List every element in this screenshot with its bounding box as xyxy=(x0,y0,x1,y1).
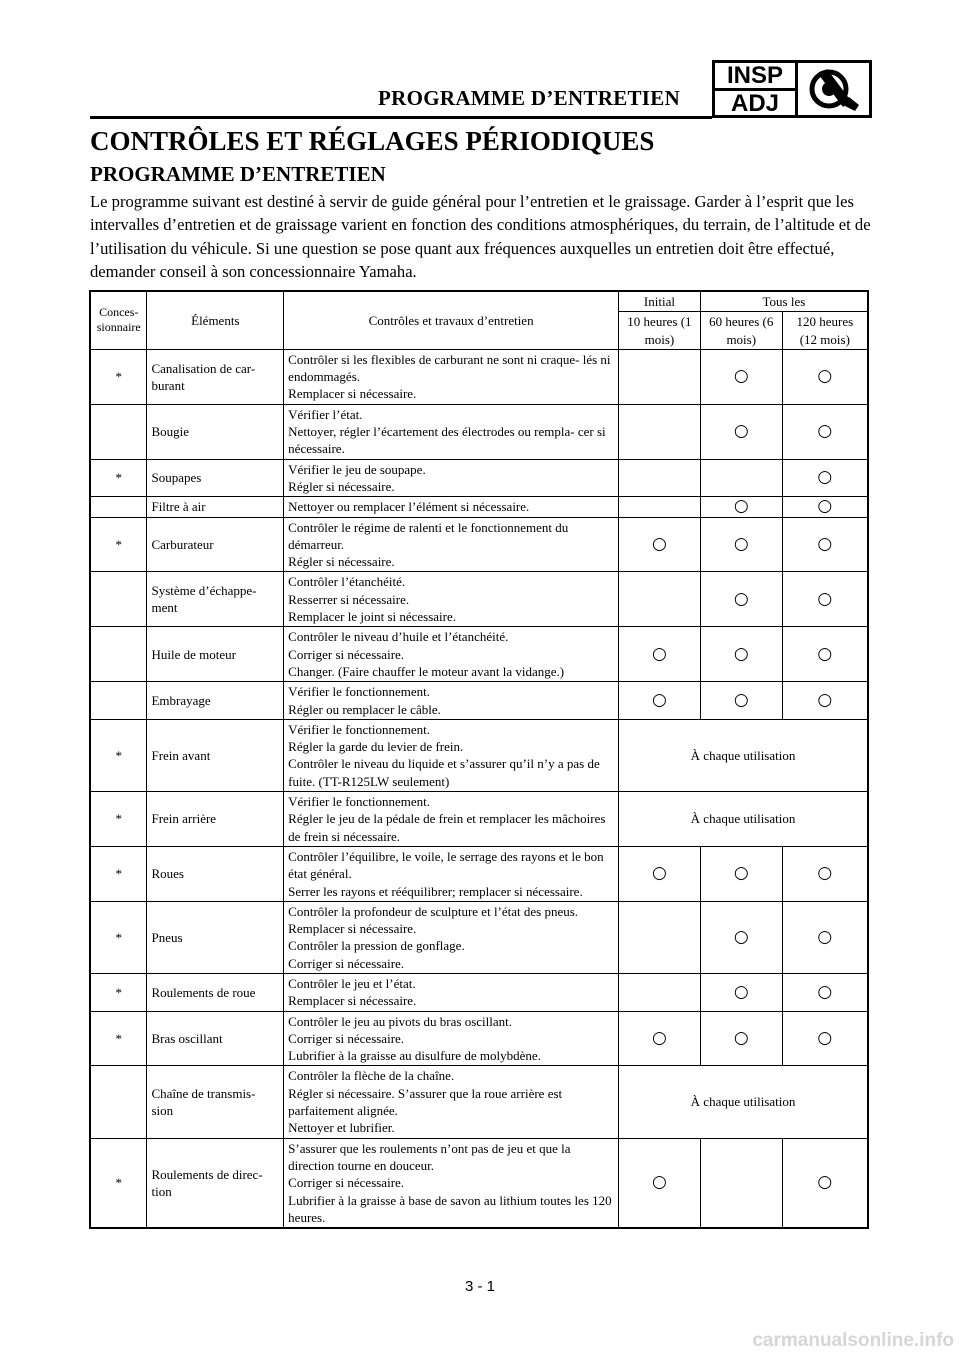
interval-mark-cell xyxy=(619,349,701,404)
header-checks: Contrôles et travaux d’entretien xyxy=(284,291,619,349)
interval-mark-cell xyxy=(700,973,782,1011)
table-row xyxy=(90,627,868,682)
check-line: Contrôler le niveau du liquide et s’assurer qu’il n’y a pas de fuite. (TT-R125LW seulement) xyxy=(288,756,600,789)
check-line: Changer. (Faire chauffer le moteur avant la vidange.) xyxy=(288,663,565,679)
interval-mark-cell xyxy=(782,517,868,572)
subsection-heading: PROGRAMME D’ENTRETIEN xyxy=(90,162,386,186)
every-use-cell: À chaque utilisation xyxy=(619,719,868,791)
check-line: Contrôler la flèche de la chaîne. xyxy=(288,1068,455,1084)
item-cell: Roues xyxy=(147,846,284,901)
check-line: Nettoyer, régler l’écartement des électrodes ou rempla- cer si nécessaire. xyxy=(288,424,606,457)
interval-mark-cell xyxy=(700,404,782,459)
check-line: Remplacer si nécessaire. xyxy=(288,993,417,1009)
dealer-star-cell: * xyxy=(90,719,147,791)
dealer-star-cell: * xyxy=(90,1138,147,1228)
check-cell xyxy=(284,404,619,459)
check-line: Corriger si nécessaire. xyxy=(288,1030,405,1046)
check-line: Contrôler le jeu et l’état. xyxy=(288,975,416,991)
interval-mark-cell xyxy=(782,349,868,404)
dealer-star-cell xyxy=(90,497,147,517)
interval-mark-cell xyxy=(782,1138,868,1228)
table-row xyxy=(90,404,868,459)
check-line: Lubrifier à la graisse au disulfure de molybdène. xyxy=(288,1048,541,1064)
dealer-star-cell xyxy=(90,1066,147,1138)
interval-mark-cell xyxy=(700,497,782,517)
interval-mark-cell xyxy=(700,517,782,572)
check-mark-icon: ○ xyxy=(817,467,833,488)
item-cell: Bras oscillant xyxy=(147,1011,284,1066)
check-line: Contrôler l’étanchéité. xyxy=(288,574,406,590)
insp-adj-badge xyxy=(712,60,872,118)
check-cell xyxy=(284,719,619,791)
check-mark-icon: ○ xyxy=(733,588,749,609)
check-line: Contrôler si les flexibles de carburant ne sont ni craque- lés ni endommagés. xyxy=(288,351,611,385)
check-cell xyxy=(284,682,619,720)
check-line: Resserrer si nécessaire. xyxy=(288,591,410,607)
check-cell xyxy=(284,459,619,497)
check-mark-icon: ○ xyxy=(817,1172,833,1193)
check-line: Nettoyer et lubrifier. xyxy=(288,1120,395,1136)
header-items: Éléments xyxy=(147,291,284,349)
interval-mark-cell xyxy=(619,973,701,1011)
check-cell xyxy=(284,901,619,973)
interval-mark-cell xyxy=(619,846,701,901)
item-cell: Roulements de roue xyxy=(147,973,284,1011)
check-mark-icon: ○ xyxy=(817,366,833,387)
section-heading: CONTRÔLES ET RÉGLAGES PÉRIODIQUES xyxy=(90,126,655,156)
item-cell: Soupapes xyxy=(147,459,284,497)
interval-mark-cell xyxy=(619,517,701,572)
check-line: S’assurer que les roulements n’ont pas de jeu et que la direction tourne en douceur. xyxy=(288,1140,571,1173)
check-line: Vérifier le jeu de soupape. xyxy=(288,461,426,477)
check-cell xyxy=(284,1066,619,1138)
dealer-star-cell: * xyxy=(90,1011,147,1066)
item-cell: Frein arrière xyxy=(147,792,284,847)
interval-mark-cell xyxy=(619,497,701,517)
check-line: Contrôler la profondeur de sculpture et l’état des pneus. xyxy=(288,903,579,919)
item-cell: Pneus xyxy=(147,901,284,973)
dealer-star-cell: * xyxy=(90,846,147,901)
table-row xyxy=(90,459,868,497)
dealer-star-cell: * xyxy=(90,349,147,404)
check-cell xyxy=(284,1011,619,1066)
table-row xyxy=(90,572,868,627)
interval-mark-cell xyxy=(619,627,701,682)
check-mark-icon: ○ xyxy=(817,533,833,554)
check-line: Régler le jeu de la pédale de frein et remplacer les mâchoires de frein si nécessaire. xyxy=(288,811,606,844)
item-cell: Carburateur xyxy=(147,517,284,572)
check-line: Régler ou remplacer le câble. xyxy=(288,701,441,717)
check-cell xyxy=(284,517,619,572)
check-line: Contrôler le régime de ralenti et le fonctionnement du démarreur. xyxy=(288,519,569,552)
table-row xyxy=(90,719,868,791)
check-mark-icon: ○ xyxy=(652,1027,667,1048)
check-mark-icon: ○ xyxy=(733,533,749,554)
interval-mark-cell xyxy=(700,1138,782,1228)
table-row xyxy=(90,901,868,973)
dealer-star-cell: * xyxy=(90,517,147,572)
item-cell: Huile de moteur xyxy=(147,627,284,682)
check-line: Serrer les rayons et rééquilibrer; remplacer si nécessaire. xyxy=(288,883,583,899)
check-line: Corriger si nécessaire. xyxy=(288,955,405,971)
check-mark-icon: ○ xyxy=(817,588,833,609)
table-row xyxy=(90,1011,868,1066)
check-mark-icon: ○ xyxy=(733,421,749,442)
interval-mark-cell xyxy=(700,901,782,973)
header-rule xyxy=(90,116,712,119)
check-line: Contrôler la pression de gonflage. xyxy=(288,938,465,954)
table-row xyxy=(90,973,868,1011)
table-row xyxy=(90,682,868,720)
header-every: Tous les xyxy=(700,291,868,312)
check-line: Vérifier le fonctionnement. xyxy=(288,721,431,737)
interval-mark-cell xyxy=(700,1011,782,1066)
table-row xyxy=(90,792,868,847)
check-line: Régler si nécessaire. S’assurer que la roue arrière est parfaitement alignée. xyxy=(288,1085,563,1119)
check-mark-icon: ○ xyxy=(817,926,833,947)
interval-mark-cell xyxy=(619,1138,701,1228)
check-line: Vérifier l’état. xyxy=(288,406,363,422)
check-mark-icon: ○ xyxy=(817,689,833,710)
check-cell xyxy=(284,973,619,1011)
check-line: Remplacer si nécessaire. xyxy=(288,386,417,402)
dealer-star-cell xyxy=(90,572,147,627)
table-header-row xyxy=(90,291,868,312)
table-row xyxy=(90,846,868,901)
check-line: Corriger si nécessaire. xyxy=(288,1175,405,1191)
intro-paragraph: Le programme suivant est destiné à servir de guide général pour l’entretien et le graissage. Garder à l’esprit que les intervalles d’entretien et de graissage varient en fonction des conditions atmosphériques, du terrain, de l’altitude et de l’utilisation du véhicule. Si une question se pose quant aux fréquences auxquelles un entretien doit être effectué, demander conseil à son concessionnaire Yamaha. xyxy=(90,192,871,281)
check-line: Contrôler l’équilibre, le voile, le serrage des rayons et le bon état général. xyxy=(288,848,604,882)
check-line: Vérifier le fonctionnement. xyxy=(288,794,431,810)
check-mark-icon: ○ xyxy=(733,689,749,710)
check-line: Régler la garde du levier de frein. xyxy=(288,739,464,755)
interval-mark-cell xyxy=(782,973,868,1011)
interval-mark-cell xyxy=(700,846,782,901)
check-cell xyxy=(284,1138,619,1228)
check-line: Lubrifier à la graisse à base de savon au lithium toutes les 120 heures. xyxy=(288,1192,612,1225)
interval-mark-cell xyxy=(782,572,868,627)
interval-mark-cell xyxy=(700,682,782,720)
check-line: Remplacer le joint si nécessaire. xyxy=(288,609,457,625)
check-mark-icon: ○ xyxy=(817,863,833,884)
interval-mark-cell xyxy=(782,682,868,720)
item-cell: Bougie xyxy=(147,404,284,459)
every-use-cell: À chaque utilisation xyxy=(619,792,868,847)
wrench-icon xyxy=(799,65,869,115)
check-line: Contrôler le jeu au pivots du bras oscillant. xyxy=(288,1013,513,1029)
interval-mark-cell xyxy=(782,901,868,973)
item-cell: Embrayage xyxy=(147,682,284,720)
every-use-cell: À chaque utilisation xyxy=(619,1066,868,1138)
interval-mark-cell xyxy=(700,572,782,627)
interval-mark-cell xyxy=(782,846,868,901)
page-number: 3 - 1 xyxy=(464,1278,495,1295)
check-mark-icon: ○ xyxy=(652,689,667,710)
check-cell xyxy=(284,572,619,627)
check-mark-icon: ○ xyxy=(817,1027,833,1048)
item-cell: Frein avant xyxy=(147,719,284,791)
badge-text xyxy=(715,63,798,115)
interval-mark-cell xyxy=(619,682,701,720)
interval-mark-cell xyxy=(782,497,868,517)
header-initial: Initial xyxy=(619,291,701,312)
page-header-title: PROGRAMME D’ENTRETIEN xyxy=(378,86,681,110)
interval-mark-cell xyxy=(782,627,868,682)
maintenance-schedule-table xyxy=(89,290,869,1229)
check-mark-icon: ○ xyxy=(652,533,667,554)
badge-bottom-label: ADJ xyxy=(730,90,779,117)
check-mark-icon: ○ xyxy=(733,643,749,664)
item-cell: Filtre à air xyxy=(147,497,284,517)
check-line: Régler si nécessaire. xyxy=(288,554,395,570)
interval-mark-cell xyxy=(700,349,782,404)
interval-mark-cell xyxy=(619,459,701,497)
check-mark-icon: ○ xyxy=(733,981,749,1002)
check-mark-icon: ○ xyxy=(733,496,749,517)
table-row xyxy=(90,517,868,572)
check-cell xyxy=(284,627,619,682)
interval-mark-cell xyxy=(619,901,701,973)
dealer-star-cell: * xyxy=(90,901,147,973)
dealer-star-cell: * xyxy=(90,459,147,497)
interval-mark-cell xyxy=(619,572,701,627)
check-line: Contrôler le niveau d’huile et l’étanchéité. xyxy=(288,629,509,645)
table-row xyxy=(90,497,868,517)
item-cell: Chaîne de transmis- sion xyxy=(147,1066,284,1138)
check-mark-icon: ○ xyxy=(817,496,833,517)
dealer-star-cell xyxy=(90,682,147,720)
check-cell xyxy=(284,497,619,517)
check-line: Remplacer si nécessaire. xyxy=(288,921,417,937)
check-mark-icon: ○ xyxy=(817,421,833,442)
check-line: Nettoyer ou remplacer l’élément si nécessaire. xyxy=(288,499,530,515)
check-line: Vérifier le fonctionnement. xyxy=(288,684,431,700)
check-cell xyxy=(284,846,619,901)
badge-top-label: INSP xyxy=(715,63,795,91)
check-mark-icon: ○ xyxy=(652,1172,667,1193)
check-mark-icon: ○ xyxy=(817,981,833,1002)
check-mark-icon: ○ xyxy=(652,863,667,884)
check-line: Régler si nécessaire. xyxy=(288,478,395,494)
check-mark-icon: ○ xyxy=(733,1027,749,1048)
interval-mark-cell xyxy=(700,459,782,497)
interval-mark-cell xyxy=(700,627,782,682)
item-cell: Canalisation de car- burant xyxy=(147,349,284,404)
dealer-star-cell xyxy=(90,404,147,459)
interval-mark-cell xyxy=(619,1011,701,1066)
table-row xyxy=(90,1066,868,1138)
check-cell xyxy=(284,792,619,847)
table-row xyxy=(90,1138,868,1228)
table-row xyxy=(90,349,868,404)
interval-mark-cell xyxy=(782,1011,868,1066)
item-cell: Roulements de direc- tion xyxy=(147,1138,284,1228)
item-cell: Système d’échappe- ment xyxy=(147,572,284,627)
interval-mark-cell xyxy=(619,404,701,459)
interval-mark-cell xyxy=(782,459,868,497)
header-60h: 60 heures (6 mois) xyxy=(700,312,782,350)
check-mark-icon: ○ xyxy=(817,643,833,664)
header-dealer: Conces- sionnaire xyxy=(90,291,147,349)
table-body xyxy=(90,349,868,1228)
check-line: Corriger si nécessaire. xyxy=(288,646,405,662)
check-cell xyxy=(284,349,619,404)
watermark: carmanualsonline.info xyxy=(752,1330,954,1351)
header-10h: 10 heures (1 mois) xyxy=(619,312,701,350)
check-mark-icon: ○ xyxy=(733,926,749,947)
dealer-star-cell: * xyxy=(90,792,147,847)
dealer-star-cell: * xyxy=(90,973,147,1011)
interval-mark-cell xyxy=(782,404,868,459)
check-mark-icon: ○ xyxy=(733,366,749,387)
dealer-star-cell xyxy=(90,627,147,682)
check-mark-icon: ○ xyxy=(733,863,749,884)
header-120h: 120 heures (12 mois) xyxy=(782,312,868,350)
check-mark-icon: ○ xyxy=(652,643,667,664)
